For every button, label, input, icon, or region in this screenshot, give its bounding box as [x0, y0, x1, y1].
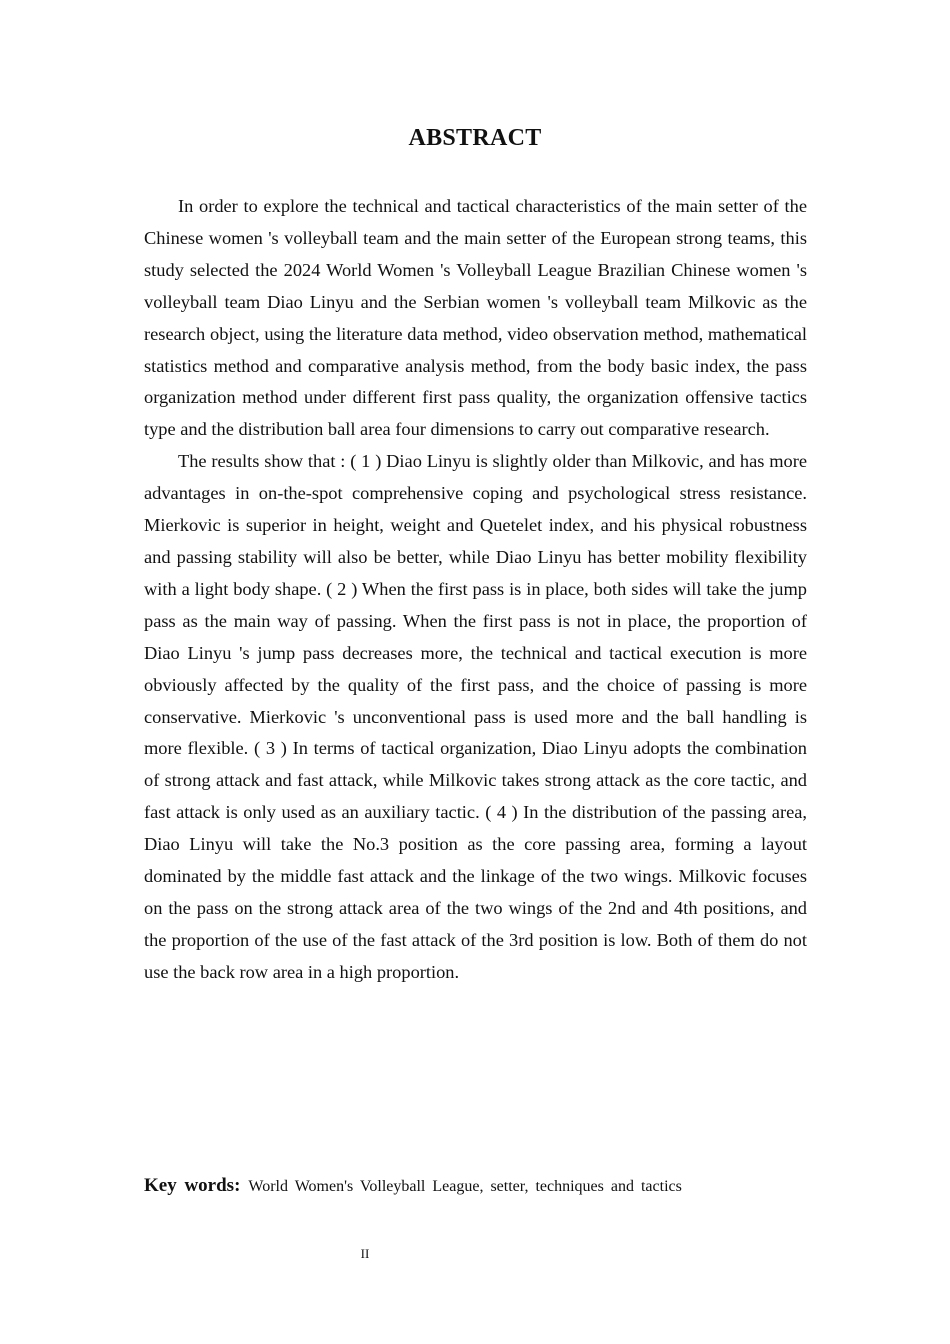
- abstract-title: ABSTRACT: [408, 125, 542, 151]
- keywords-label: Key words:: [144, 1175, 241, 1196]
- keywords-line: [144, 1172, 807, 1201]
- keywords-text: World Women's Volleyball League, setter, techniques and tactics: [248, 1178, 682, 1195]
- page-number: II: [360, 1246, 370, 1261]
- abstract-paragraph-2: The results show that : ( 1 ) Diao Linyu is slightly older than Milkovic, and has more advantages in on-the-spot comprehensive coping and psychological stress resistance. Mierkovic is superior in height, weight and Quetelet index, and his physical robustness and passing stability will also be better, while Diao Linyu has better mobility flexibility with a light body shape. ( 2 ) When the first pass is in place, both sides will take the jump pass as the main way of passing. When the first pass is not in place, the proportion of Diao Linyu 's jump pass decreases more, the technical and tactical execution is more obviously affected by the quality of the first pass, and the choice of passing is more conservative. Mierkovic 's unconventional pass is used more and the ball handling is more flexible. ( 3 ) In terms of tactical organization, Diao Linyu adopts the combination of strong attack and fast attack, while Milkovic takes strong attack as the core tactic, and fast attack is only used as an auxiliary tactic. ( 4 ) In the distribution of the passing area, Diao Linyu will take the No.3 position as the core passing area, forming a layout dominated by the middle fast attack and the linkage of the two wings. Milkovic focuses on the pass on the strong attack area of the two wings of the 2nd and 4th positions, and the proportion of the use of the fast attack of the 3rd position is low. Both of them do not use the back row area in a high proportion.: [144, 451, 807, 982]
- abstract-body: [144, 191, 807, 989]
- abstract-paragraph-1: In order to explore the technical and tactical characteristics of the main setter of the Chinese women 's volleyball team and the main setter of the European strong teams, this study selected the 2024 World Women 's Volleyball League Brazilian Chinese women 's volleyball team Diao Linyu and the Serbian women 's volleyball team Milkovic as the research object, using the literature data method, video observation method, mathematical statistics method and comparative analysis method, from the body basic index, the pass organization method under different first pass quality, the organization offensive tactics type and the distribution ball area four dimensions to carry out comparative research.: [144, 196, 807, 440]
